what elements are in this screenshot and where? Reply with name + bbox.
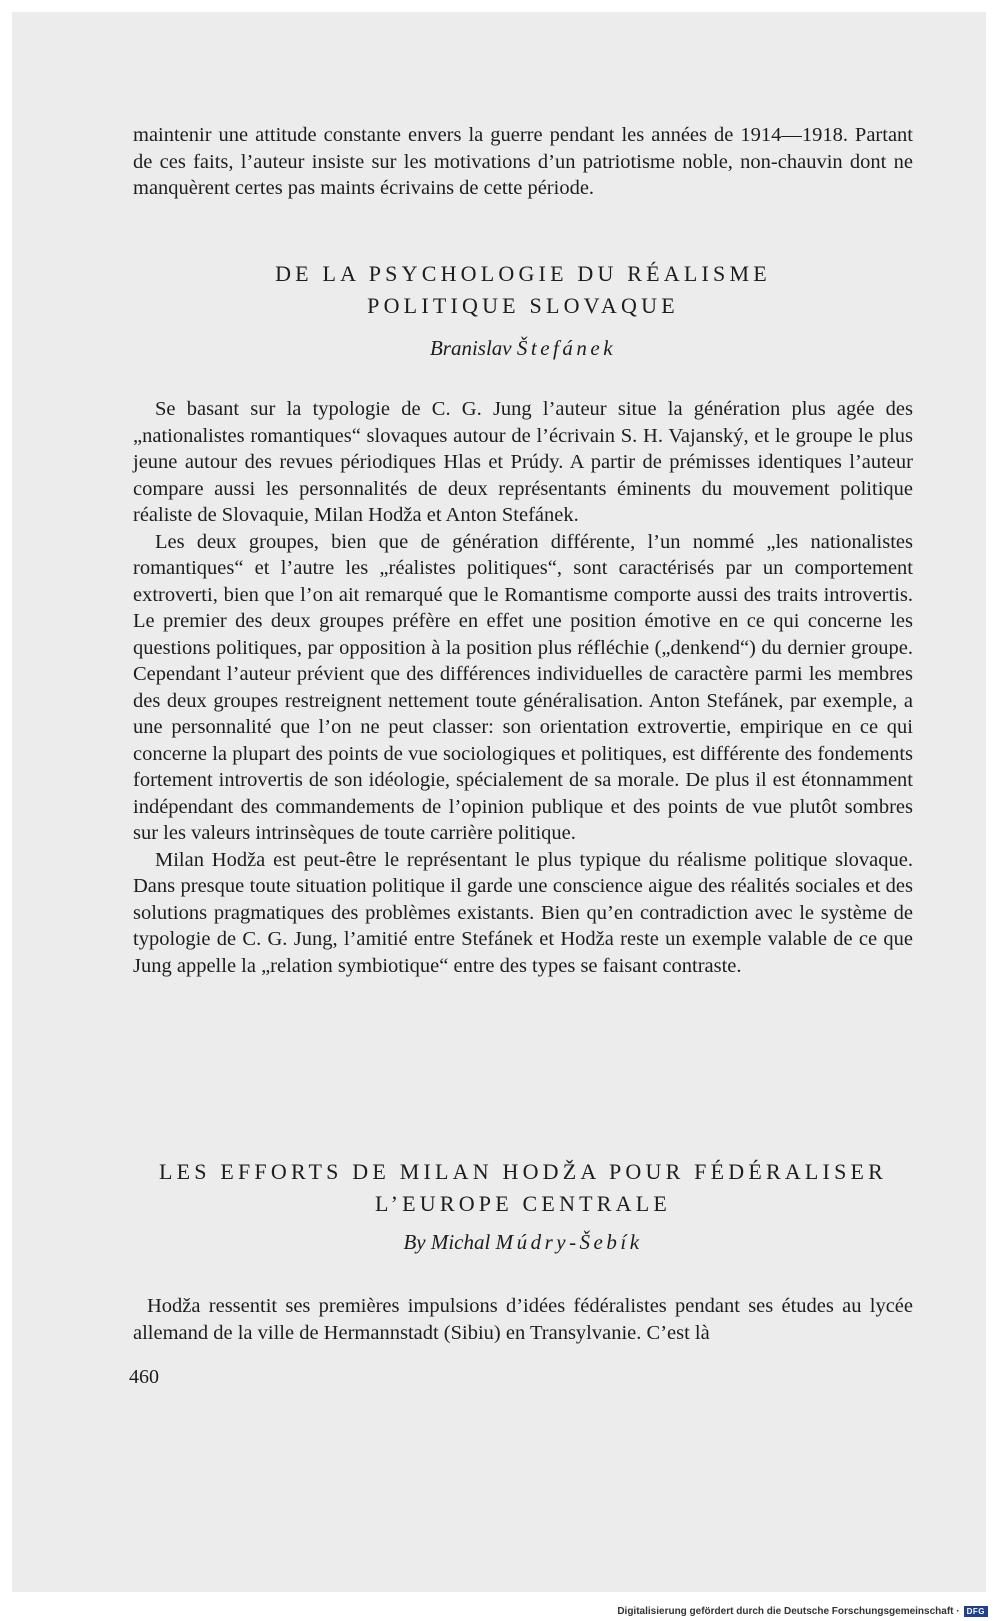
section2-author-surname: Múdry-Šebík [495, 1230, 643, 1254]
page-number: 460 [129, 1366, 159, 1388]
section1-title [120, 258, 926, 322]
section2-paragraph-1: Hodža ressentit ses premières impulsions d’idées fédéralistes pendant ses études au lycée allemand de la ville de Hermannstadt (Sibiu) en Transylvanie. C’est là [133, 1295, 913, 1344]
section1-title-line1: DE LA PSYCHOLOGIE DU RÉALISME [275, 261, 771, 286]
section2-author-given: By Michal [403, 1230, 491, 1254]
digitization-footer [617, 1606, 988, 1617]
section2-body [133, 1293, 913, 1346]
section1-body [133, 396, 913, 979]
section2-title [120, 1156, 926, 1220]
intro-paragraph: maintenir une attitude constante envers la guerre pendant les années de 1914—1918. Partant de ces faits, l’auteur insiste sur les motivations d’un patriotisme noble, non-chauvin dont ne manquèrent certes pas maints écrivains de cette période. [133, 124, 913, 199]
section1-paragraph-3: Milan Hodža est peut-être le représentant le plus typique du réalisme politique slovaque. Dans presque toute situation politique il garde une conscience aigue des réalités sociales et des solutions pragmatiques des problèmes existants. Bien qu’en contradiction avec le système de typologie de C. G. Jung, l’amitié entre Stefánek et Hodža reste un exemple valable de ce que Jung appelle la „relation symbiotique“ entre des types se faisant contraste. [133, 848, 913, 977]
section2-title-line1: LES EFFORTS DE MILAN HODŽA POUR FÉDÉRALISER [158, 1159, 888, 1184]
footer-text: Digitalisierung gefördert durch die Deutsche Forschungsgemeinschaft · [617, 1606, 960, 1617]
section1-paragraph-2: Les deux groupes, bien que de génération différente, l’un nommé „les nationalistes romantiques“ et l’autre les „réalistes politiques“, sont caractérisés par un comportement extroverti, bien que l’on ait remarqué que le Romantisme comporte aussi des traits introvertis. Le premier des deux groupes préfère en effet une position émotive en ce qui concerne les questions politiques, par opposition à la position plus réfléchie („denkend“) du dernier groupe. Cependant l’auteur prévient que des différences individuelles de caractère parmi les membres des deux groupes restreignent nettement toute généralisation. Anton Stefánek, par exemple, a une personnalité que l’on ne peut classer: son orientation extrovertie, empirique en ce qui concerne la plupart des points de vue sociologiques et politiques, est différente des fondements fortement introvertis de son idéologie, spécialement de sa morale. De plus il est étonnamment indépendant des commandements de l’opinion publique et des points de vue plutôt sombres sur les valeurs intrinsèques de toute carrière politique. [133, 530, 913, 844]
intro-paragraph-block [133, 122, 913, 202]
section1-byline [120, 336, 926, 361]
section1-author-given: Branislav [429, 336, 512, 360]
section1-paragraph-1: Se basant sur la typologie de C. G. Jung l’auteur situe la génération plus agée des „nationalistes romantiques“ slovaques autour de l’écrivain S. H. Vajanský, et le groupe le plus jeune autour des revues périodiques Hlas et Prúdy. A partir de prémisses identiques l’auteur compare aussi les personnalités de deux représentants éminents du mouvement politique réaliste de Slovaquie, Milan Hodža et Anton Stefánek. [133, 398, 913, 526]
section2-title-line2: L’EUROPE CENTRALE [374, 1191, 672, 1216]
section1-title-line2: POLITIQUE SLOVAQUE [367, 293, 679, 318]
section2-byline [120, 1230, 926, 1255]
section1-author-surname: Štefánek [516, 336, 617, 360]
dfg-logo-icon: DFG [964, 1606, 988, 1617]
